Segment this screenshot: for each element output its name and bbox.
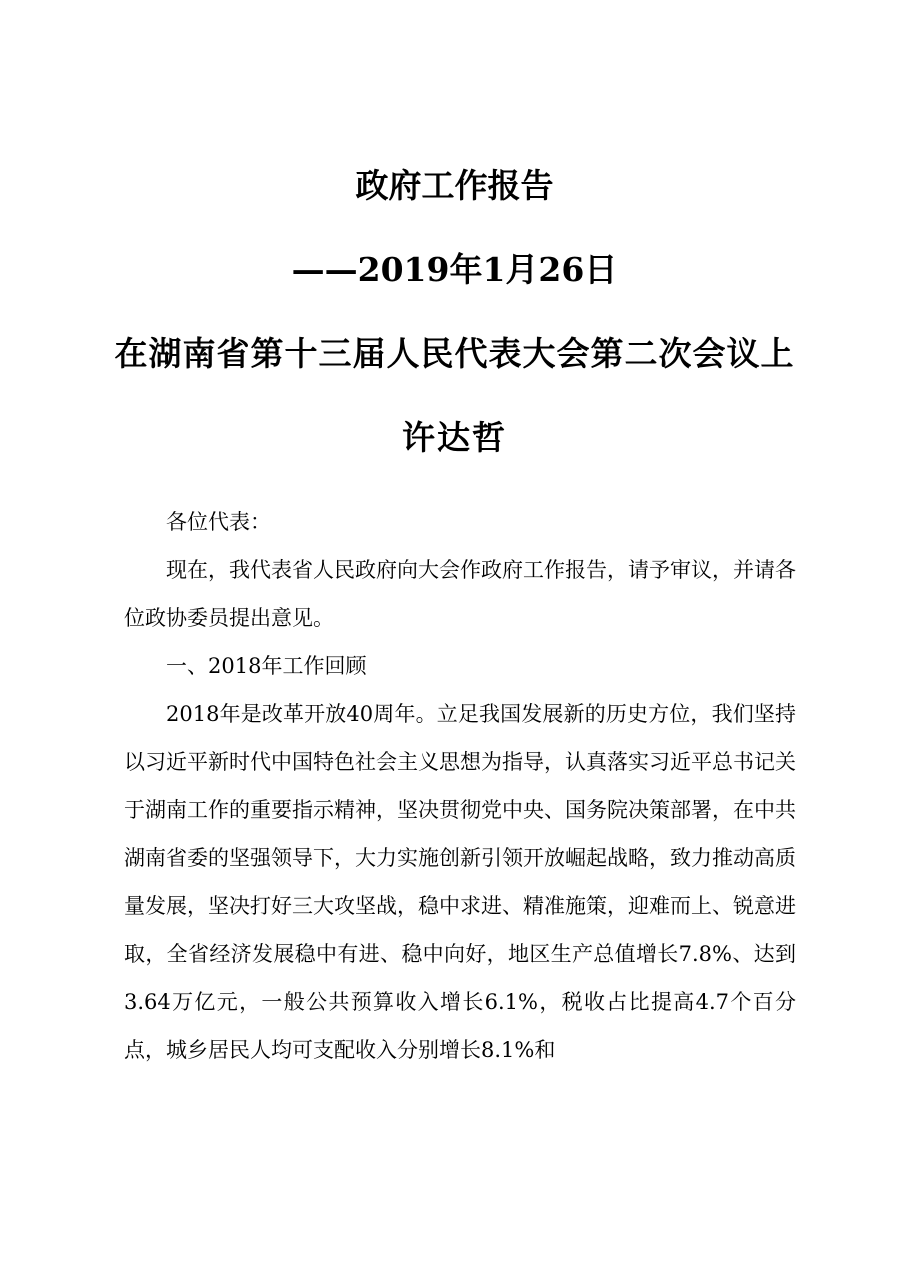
review-paragraph: 2018年是改革开放40周年。立足我国发展新的历史方位，我们坚持以习近平新时代中国特色社会主义思想为指导，认真落实习近平总书记关于湖南工作的重要指示精神，坚决贯彻党中央、国务院决策部署，在中共湖南省委的坚强领导下，大力实施创新引领开放崛起战略，致力推动高质量发展，坚决打好三大攻坚战，稳中求进、精准施策，迎难而上、锐意进取，全省经济发展稳中有进、稳中向好，地区生产总值增长7.8%、达到3.64万亿元，一般公共预算收入增长6.1%，税收占比提高4.7个百分点，城乡居民人均可支配收入分别增长8.1%和 [124, 702, 796, 1062]
speaker-name: 许达哲 [402, 418, 507, 457]
date-line: ——2019年1月26日 [291, 250, 618, 289]
report-body [124, 498, 796, 1074]
intro-paragraph: 现在，我代表省人民政府向大会作政府工作报告，请予审议，并请各位政协委员提出意见。 [124, 558, 796, 630]
occasion-line: 在湖南省第十三届人民代表大会第二次会议上 [114, 334, 795, 373]
document-title: 政府工作报告 [355, 166, 554, 205]
section-heading: 一、2018年工作回顾 [166, 654, 367, 678]
salutation: 各位代表： [166, 510, 271, 534]
